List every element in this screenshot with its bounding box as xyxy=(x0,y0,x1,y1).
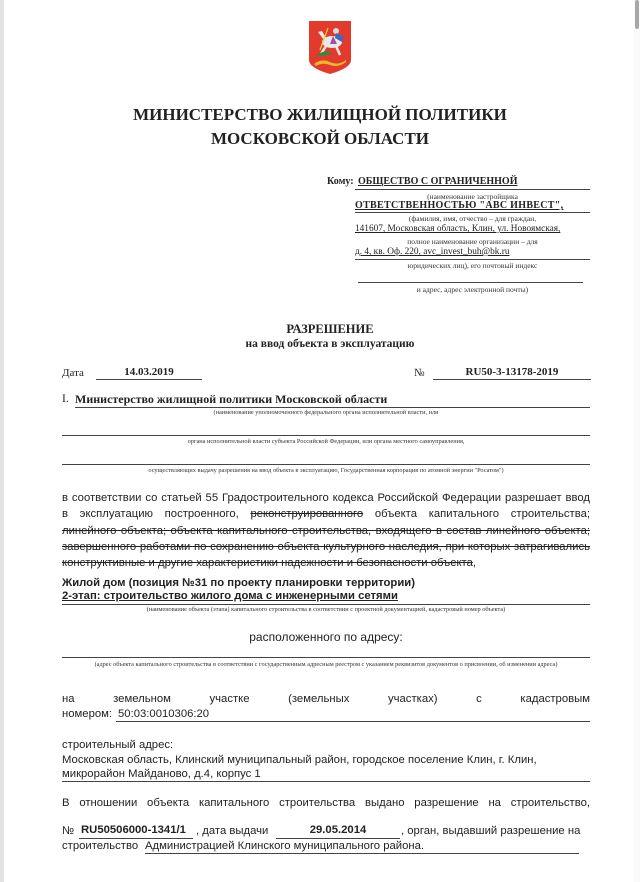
ministry-title-line1: МИНИСТЕРСТВО ЖИЛИЩНОЙ ПОЛИТИКИ xyxy=(133,105,507,124)
object-name-line2: 2-этап: строительство жилого дома с инженерными сетями xyxy=(62,590,398,602)
ministry-title-line2: МОСКОВСКОЙ ОБЛАСТИ xyxy=(210,129,430,148)
recipient-name-line1: ОБЩЕСТВО С ОГРАНИЧЕННОЙ xyxy=(358,176,518,187)
authority-hint-1: (наименование уполномоченного федерального органа исполнительной власти, или xyxy=(213,409,439,416)
construction-address-label: строительный адрес: xyxy=(62,739,174,751)
struck-text-linear-object: линейного объекта; объекта капитального строительства, входящего в состав линейного объекта; завершенного работами по сохранению объекта культурного наследия, при которых затрагивались конструктивные и другие характеристики надежности и безопасности объекта xyxy=(62,524,590,570)
struck-text-reconstructed: реконструированного xyxy=(250,508,364,521)
permit-paragraph: в соответствии со статьей 55 Градостроительного кодекса Российской Федерации разрешает ввод в эксплуатацию построенного, реконструированного объекта капитального строительства; линейного объекта; объекта капитального строительства, входящего в состав линейного объекта; завершенного работами по сохранению объекта культурного наследия, при которых затрагивались конструктивные и другие характеристики надежности и безопасности объекта, xyxy=(62,492,590,570)
recipient-label: Кому: xyxy=(327,176,354,187)
recipient-hint-3: полное наименование организации – для xyxy=(407,237,538,246)
building-permit-issuer-label: , орган, выдавший разрешение на xyxy=(401,825,581,837)
land-plot-text: на земельном участке (земельных участках) с кадастровым xyxy=(62,693,590,705)
building-permit-intro: В отношении объекта капитального строительства выдано разрешение на строительство, xyxy=(62,797,590,809)
ministry-title xyxy=(0,103,640,151)
section-roman-numeral: I. xyxy=(62,393,69,405)
recipient-address-line2: д. 4, кв. Оф. 220, avc_invest_buh@bk.ru xyxy=(355,247,510,257)
construction-address-line2: микрорайон Майданово, д.4, корпус 1 xyxy=(62,768,261,780)
recipient-hint-2: (фамилия, имя, отчество – для граждан, xyxy=(408,214,537,223)
recipient-hint-5: и адрес, адрес электронной почты) xyxy=(416,285,529,294)
building-permit-number: RU50506000-1341/1 xyxy=(81,824,186,836)
recipient-hint-4: юридических лиц), его почтовый индекс xyxy=(407,261,538,270)
address-hint: (адрес объекта капитального строительства в соответствии с государственным адресным реестром с указанием реквизитов документов о присвоении, об изменении адреса) xyxy=(94,661,558,668)
building-permit-date: 29.05.2014 xyxy=(309,824,367,836)
construction-address-line1: Московская область, Клинский муниципальный район, городское поселение Клин, г. Клин, xyxy=(62,754,537,766)
authority-hint-2: органа исполнительной власти субъекта Российской Федерации, или органа местного самоуправления, xyxy=(187,438,465,445)
object-name-line1: Жилой дом (позиция №31 по проекту планировки территории) xyxy=(62,577,415,589)
scrollbar-thumb[interactable] xyxy=(635,0,639,29)
date-label: Дата xyxy=(62,367,84,379)
permit-subtitle: на ввод объекта в эксплуатацию xyxy=(245,338,415,350)
recipient-name-line2: ОТВЕТСТВЕННОСТЬЮ "АВС ИНВЕСТ", xyxy=(355,200,564,211)
moscow-oblast-coat-of-arms-icon xyxy=(306,18,354,76)
cadastral-number-label: номером: xyxy=(62,708,113,720)
permit-number: RU50-3-13178-2019 xyxy=(465,366,559,378)
building-permit-date-label: , дата выдачи xyxy=(196,825,269,837)
cadastral-number: 50:03:0010306:20 xyxy=(118,708,210,720)
date-value: 14.03.2019 xyxy=(124,366,174,378)
permit-title: РАЗРЕШЕНИЕ xyxy=(286,322,374,336)
recipient-address-line1: 141607, Московская область, Клин, ул. Новоямская, xyxy=(355,224,561,234)
object-hint: (наименование объекта (этапа) капитального строительства в соответствии с проектной документацией, кадастровый номер объекта) xyxy=(146,606,506,613)
building-permit-number-label: № xyxy=(62,825,75,837)
recipient-hint-1: (наименование застройщика xyxy=(427,192,518,201)
authority-hint-3: осуществляющих выдачу разрешения на ввод объекта в эксплуатацию, Государственная корпорация по атомной энергии "Росатом") xyxy=(148,467,504,474)
address-label: расположенного по адресу: xyxy=(249,630,403,644)
issuing-authority: Министерство жилищной политики Московской области xyxy=(75,392,388,406)
number-label: № xyxy=(414,367,425,379)
building-permit-issuer-prefix: строительство xyxy=(62,840,139,852)
building-permit-issuer: Администрацией Клинского муниципального района. xyxy=(145,840,425,852)
